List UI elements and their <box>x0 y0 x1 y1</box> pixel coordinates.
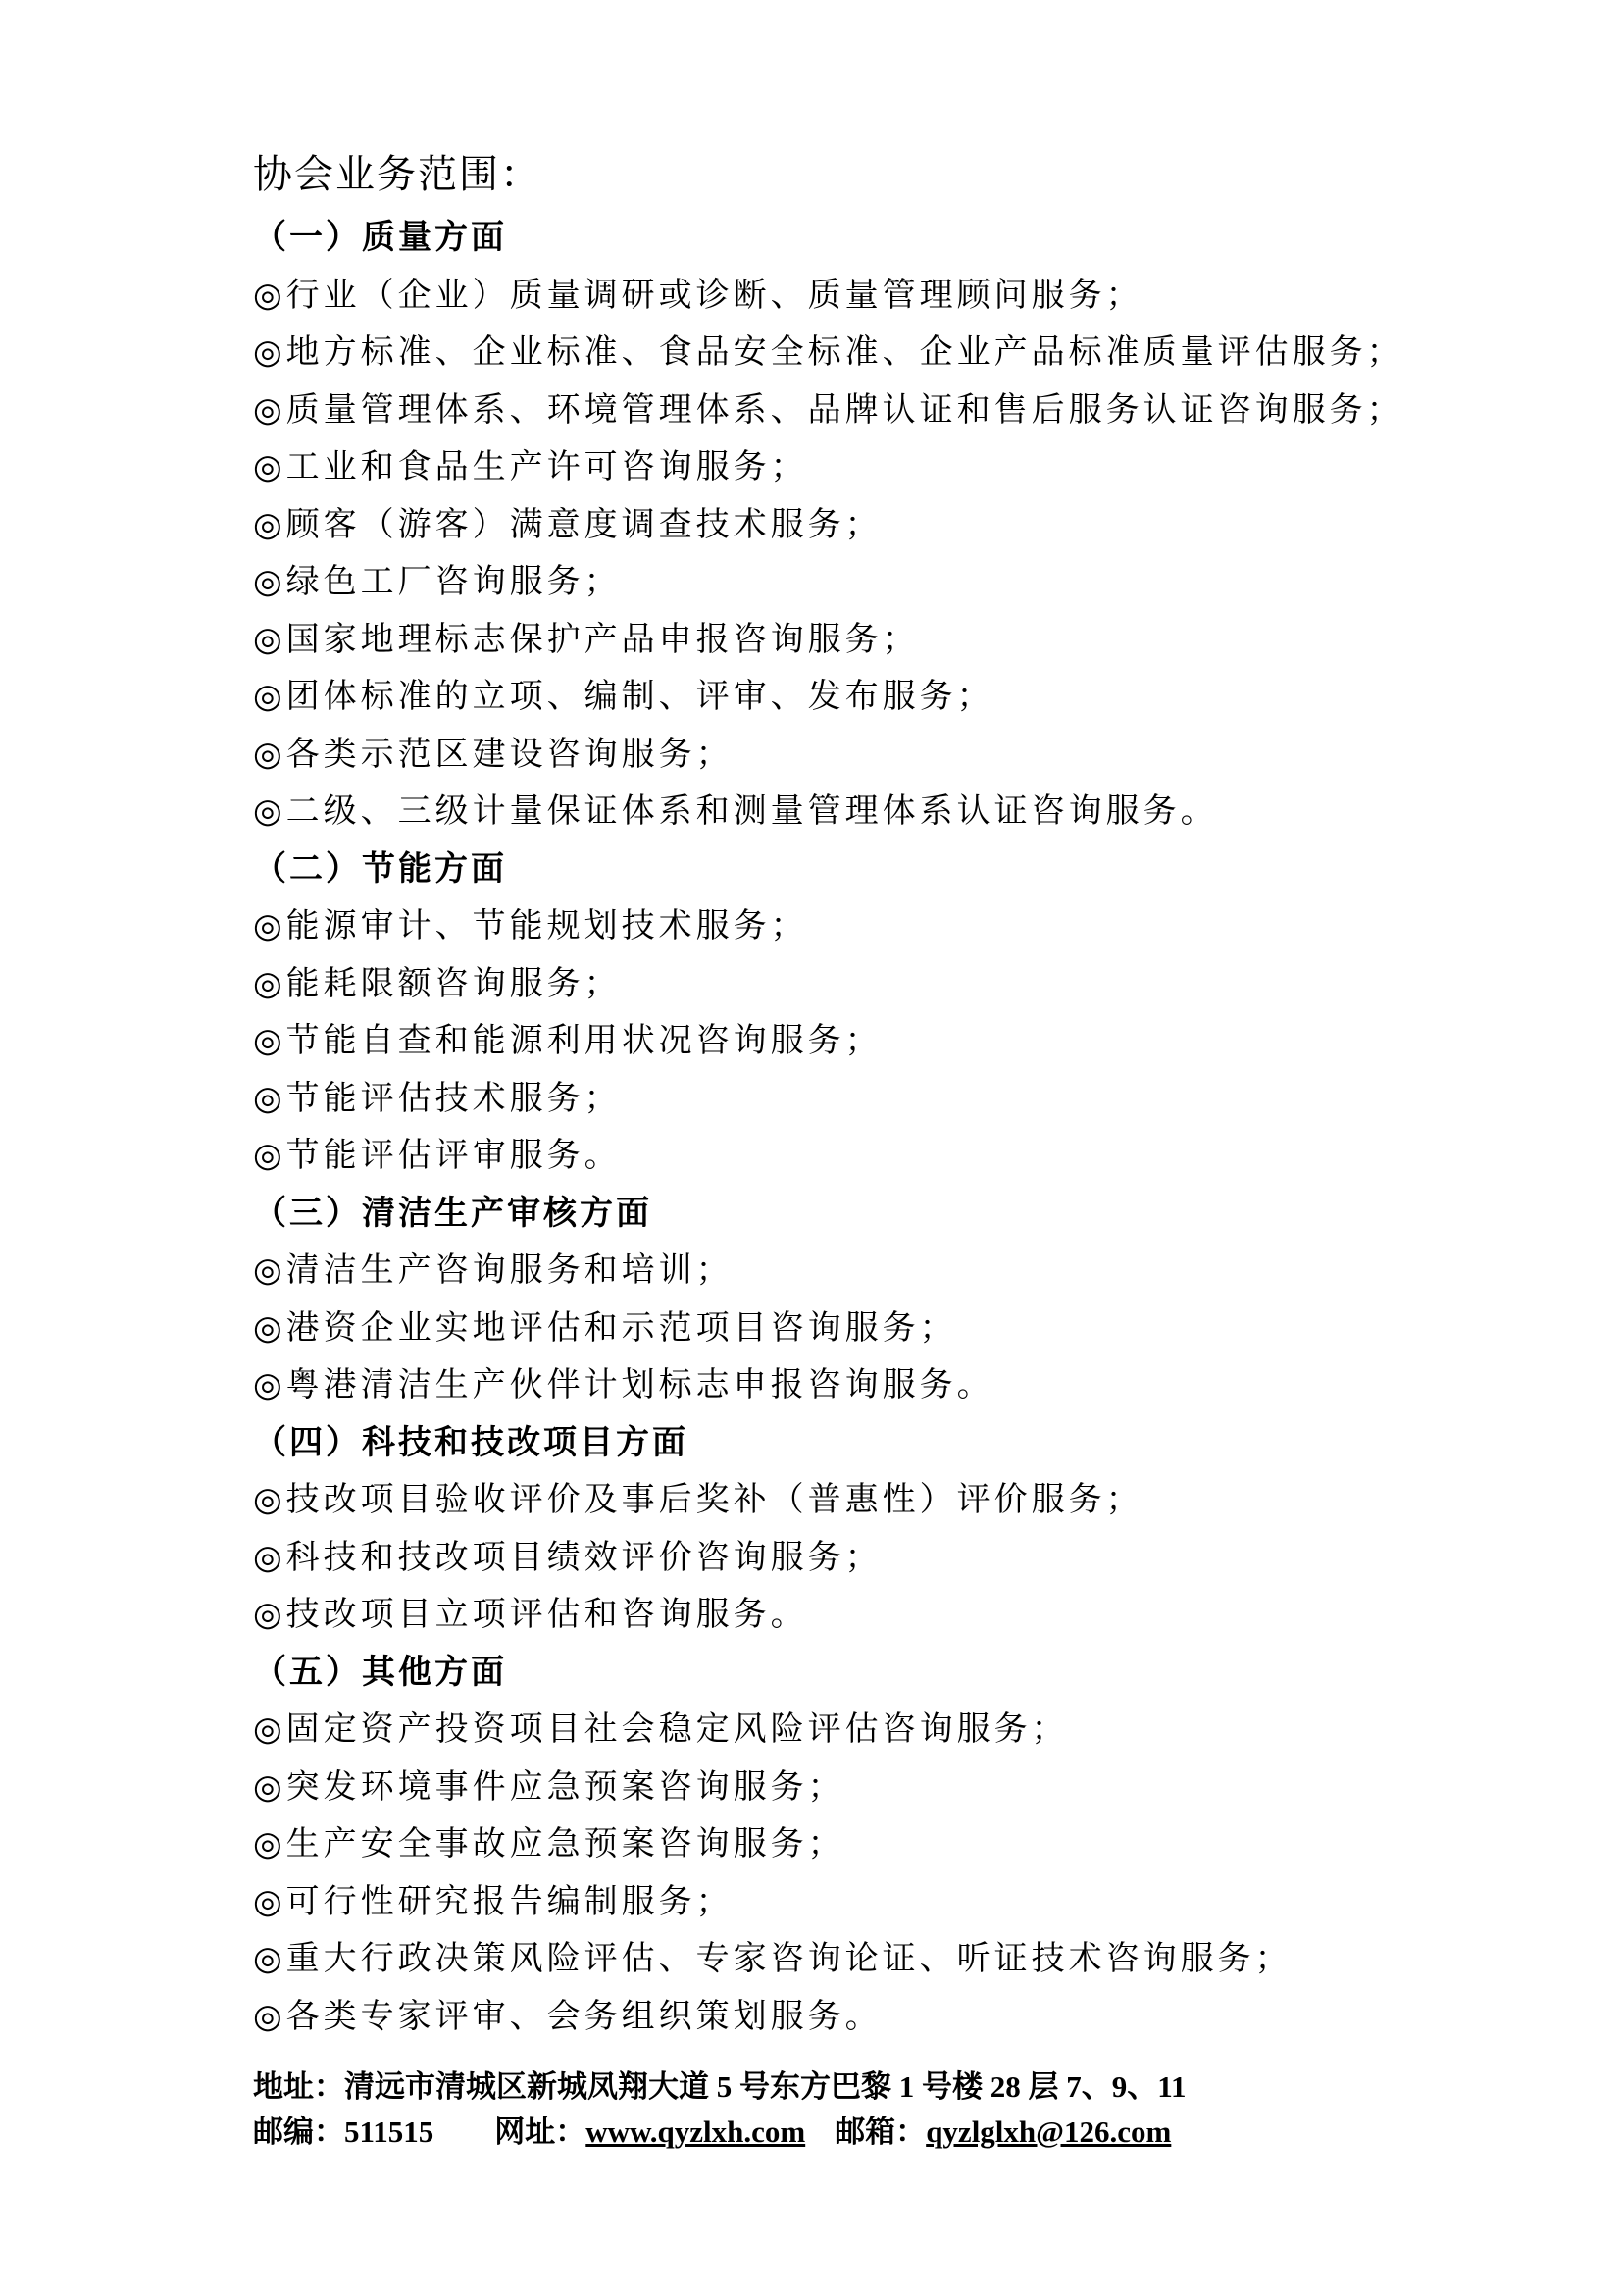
address-line <box>253 2065 1187 2110</box>
list-item: ◎各类示范区建设咨询服务； <box>253 734 734 774</box>
section-clean-production <box>253 1185 1430 1414</box>
list-item: ◎粤港清洁生产伙伴计划标志申报咨询服务。 <box>253 1365 994 1404</box>
list-item: ◎重大行政决策风险评估、专家咨询论证、听证技术咨询服务； <box>253 1939 1293 1978</box>
list-item: ◎绿色工厂咨询服务； <box>253 562 622 601</box>
list-item: ◎固定资产投资项目社会稳定风险评估咨询服务； <box>253 1709 1069 1749</box>
section-heading: （四）科技和技改项目方面 <box>253 1422 688 1462</box>
list-item: ◎团体标准的立项、编制、评审、发布服务； <box>253 677 994 716</box>
email-label: 邮箱： <box>835 2115 927 2149</box>
list-item: ◎技改项目立项评估和咨询服务。 <box>253 1595 808 1634</box>
list-item: ◎质量管理体系、环境管理体系、品牌认证和售后服务认证咨询服务； <box>253 389 1404 430</box>
list-item: ◎二级、三级计量保证体系和测量管理体系认证咨询服务。 <box>253 791 1218 831</box>
list-item: ◎节能评估评审服务。 <box>253 1136 622 1175</box>
list-item: ◎可行性研究报告编制服务； <box>253 1881 734 1921</box>
list-item: ◎能源审计、节能规划技术服务； <box>253 906 808 945</box>
website-label: 网址： <box>494 2115 586 2149</box>
section-quality <box>253 209 1430 841</box>
website-link[interactable]: www.qyzlxh.com <box>585 2115 806 2149</box>
section-heading: （五）其他方面 <box>253 1652 507 1692</box>
section-heading: （二）节能方面 <box>253 848 507 889</box>
section-heading: （三）清洁生产审核方面 <box>253 1193 652 1233</box>
list-item: ◎清洁生产咨询服务和培训； <box>253 1250 734 1290</box>
list-item: ◎工业和食品生产许可咨询服务； <box>253 447 808 486</box>
contact-line <box>253 2110 1187 2155</box>
section-energy-saving <box>253 841 1430 1185</box>
list-item: ◎节能评估技术服务； <box>253 1078 622 1118</box>
address-label: 地址： <box>253 2069 344 2104</box>
section-tech-projects <box>253 1414 1430 1644</box>
list-item: ◎行业（企业）质量调研或诊断、质量管理顾问服务； <box>253 275 1143 315</box>
list-item: ◎科技和技改项目绩效评价咨询服务； <box>253 1537 883 1577</box>
email-link[interactable]: qyzlglxh@126.com <box>926 2115 1172 2149</box>
list-item: ◎各类专家评审、会务组织策划服务。 <box>253 1996 883 2036</box>
business-scope-list <box>253 209 1430 2045</box>
list-item: ◎能耗限额咨询服务； <box>253 963 622 1003</box>
list-item: ◎突发环境事件应急预案咨询服务； <box>253 1766 845 1807</box>
postcode-label: 邮编： <box>253 2115 344 2149</box>
page-title: 协会业务范围： <box>253 152 541 197</box>
list-item: ◎生产安全事故应急预案咨询服务； <box>253 1824 845 1863</box>
list-item: ◎地方标准、企业标准、食品安全标准、企业产品标准质量评估服务； <box>253 332 1404 372</box>
list-item: ◎港资企业实地评估和示范项目咨询服务； <box>253 1307 957 1348</box>
list-item: ◎节能自查和能源利用状况咨询服务； <box>253 1021 883 1060</box>
postcode-value: 511515 <box>344 2115 434 2149</box>
section-heading: （一）质量方面 <box>253 218 507 257</box>
address-text: 清远市清城区新城凤翔大道 5 号东方巴黎 1 号楼 28 层 7、9、11 <box>344 2069 1187 2104</box>
list-item: ◎技改项目验收评价及事后奖补（普惠性）评价服务； <box>253 1480 1143 1519</box>
section-other <box>253 1644 1430 2046</box>
contact-footer <box>253 2065 1187 2155</box>
list-item: ◎顾客（游客）满意度调查技术服务； <box>253 504 883 544</box>
list-item: ◎国家地理标志保护产品申报咨询服务； <box>253 619 920 659</box>
